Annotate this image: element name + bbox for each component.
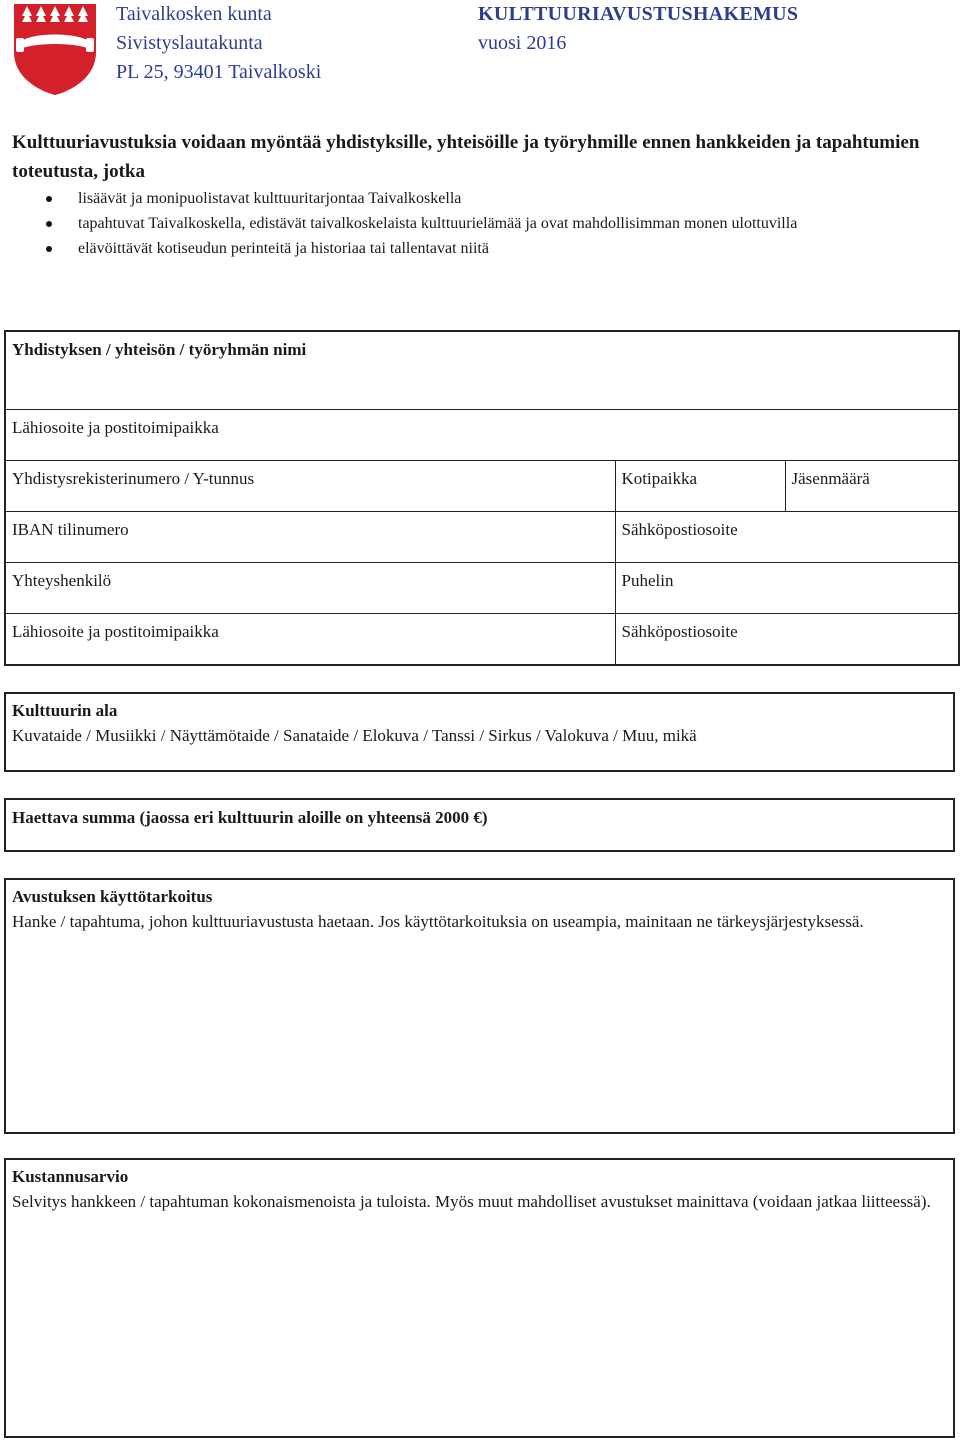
org-name: Taivalkosken kunta	[116, 3, 272, 25]
applicant-info-table	[4, 330, 960, 666]
iban-label: IBAN tilinumero	[12, 519, 129, 539]
home-municipality-label: Kotipaikka	[621, 468, 698, 488]
criteria-item: tapahtuvat Taivalkoskella, edistävät taivalkoskelaista kulttuurielämää ja ovat mahdollisimman monen ulottuvilla	[12, 211, 942, 236]
requested-amount-heading: Haettava summa (jaossa eri kulttuurin aloille on yhteensä 2000 €)	[12, 808, 488, 827]
form-title: KULTTUURIAVUSTUSHAKEMUS	[478, 3, 799, 25]
contact-email-label: Sähköpostiosoite	[621, 621, 738, 641]
budget-instructions: Selvitys hankkeen / tapahtuman kokonaismenoista ja tuloista. Myös muut mahdolliset avustukset mainittava (voidaan jatkaa liitteessä).	[12, 1192, 931, 1211]
intro-heading: Kulttuuriavustuksia voidaan myöntää yhdistyksille, yhteisöille ja työryhmille ennen hankkeiden ja tapahtumien toteutusta, jotka	[12, 132, 920, 182]
requested-amount-box[interactable]	[4, 798, 955, 852]
phone-field[interactable]	[615, 562, 959, 613]
applicant-name-field[interactable]	[5, 331, 959, 409]
member-count-label: Jäsenmäärä	[791, 468, 870, 488]
municipality-crest-logo	[12, 2, 98, 96]
contact-address-field[interactable]	[5, 613, 615, 665]
register-number-field[interactable]	[5, 460, 615, 511]
home-municipality-field[interactable]	[615, 460, 785, 511]
criteria-list	[12, 186, 942, 261]
culture-field-options: Kuvataide / Musiikki / Näyttämötaide / Sanataide / Elokuva / Tanssi / Sirkus / Valokuva / Muu, mikä	[12, 726, 697, 745]
applicant-name-label: Yhdistyksen / yhteisön / työryhmän nimi	[12, 340, 307, 359]
register-number-label: Yhdistysrekisterinumero / Y-tunnus	[12, 468, 255, 488]
purpose-instructions: Hanke / tapahtuma, johon kulttuuriavustusta haetaan. Jos käyttötarkoituksia on useampia, mainitaan ne tärkeysjärjestyksessä.	[12, 912, 864, 931]
purpose-heading: Avustuksen käyttötarkoitus	[12, 887, 213, 906]
purpose-box[interactable]	[4, 878, 955, 1134]
applicant-address-field[interactable]	[5, 409, 959, 460]
budget-box[interactable]	[4, 1158, 955, 1438]
header-org-block	[116, 0, 321, 87]
email-field[interactable]	[615, 511, 959, 562]
header-title-block	[478, 0, 798, 58]
budget-heading: Kustannusarvio	[12, 1167, 129, 1186]
culture-field-box[interactable]	[4, 692, 955, 772]
culture-field-heading: Kulttuurin ala	[12, 701, 118, 720]
phone-label: Puhelin	[621, 570, 674, 590]
department-name: Sivistyslautakunta	[116, 32, 263, 54]
contact-address-label: Lähiosoite ja postitoimipaikka	[12, 621, 219, 641]
org-address: PL 25, 93401 Taivalkoski	[116, 61, 322, 83]
form-year: vuosi 2016	[478, 32, 567, 54]
contact-person-field[interactable]	[5, 562, 615, 613]
contact-email-field[interactable]	[615, 613, 959, 665]
criteria-item: lisäävät ja monipuolistavat kulttuuritarjontaa Taivalkoskella	[12, 186, 942, 211]
criteria-item: elävöittävät kotiseudun perinteitä ja historiaa tai tallentavat niitä	[12, 236, 942, 261]
iban-field[interactable]	[5, 511, 615, 562]
member-count-field[interactable]	[785, 460, 959, 511]
contact-person-label: Yhteyshenkilö	[12, 570, 112, 590]
email-label: Sähköpostiosoite	[621, 519, 738, 539]
applicant-address-label: Lähiosoite ja postitoimipaikka	[12, 417, 219, 437]
